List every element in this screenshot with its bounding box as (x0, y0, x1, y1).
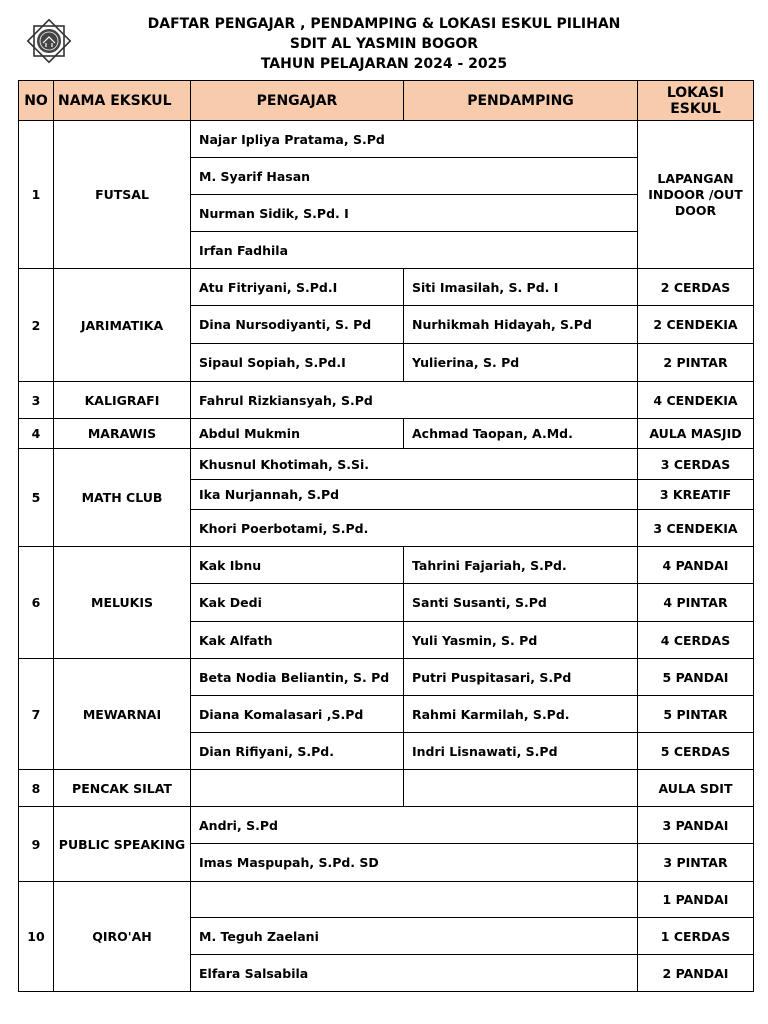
cell-pendamping: Nurhikmah Hidayah, S.Pd (404, 306, 638, 344)
cell-no: 9 (19, 807, 54, 882)
cell-pengajar: Ika Nurjannah, S.Pd (191, 480, 638, 510)
cell-lokasi: 2 CENDEKIA (638, 306, 754, 344)
cell-pengajar: Kak Ibnu (191, 547, 404, 584)
cell-no: 8 (19, 770, 54, 807)
cell-pengajar: M. Syarif Hasan (191, 158, 638, 195)
cell-pendamping: Santi Susanti, S.Pd (404, 584, 638, 622)
cell-pengajar: Khori Poerbotami, S.Pd. (191, 510, 638, 547)
cell-pengajar: Elfara Salsabila (191, 955, 638, 992)
cell-pendamping: Indri Lisnawati, S.Pd (404, 733, 638, 770)
cell-pendamping: Siti Imasilah, S. Pd. I (404, 269, 638, 306)
cell-lokasi: 2 PANDAI (638, 955, 754, 992)
cell-nama-ekskul: MEWARNAI (54, 659, 191, 770)
cell-pengajar: Dina Nursodiyanti, S. Pd (191, 306, 404, 344)
cell-pengajar: Nurman Sidik, S.Pd. I (191, 195, 638, 232)
cell-pengajar: Dian Rifiyani, S.Pd. (191, 733, 404, 770)
cell-pengajar (191, 882, 638, 918)
cell-pendamping (404, 770, 638, 807)
cell-nama-ekskul: MARAWIS (54, 419, 191, 449)
cell-pengajar: Kak Alfath (191, 622, 404, 659)
cell-nama-ekskul: MATH CLUB (54, 449, 191, 547)
cell-no: 3 (19, 382, 54, 419)
table-row (19, 770, 754, 807)
cell-pengajar: Irfan Fadhila (191, 232, 638, 269)
cell-lokasi: 5 PINTAR (638, 696, 754, 733)
cell-nama-ekskul: PENCAK SILAT (54, 770, 191, 807)
title-line-1: DAFTAR PENGAJAR , PENDAMPING & LOKASI ESKUL PILIHAN (147, 16, 621, 32)
cell-pengajar: Kak Dedi (191, 584, 404, 622)
cell-lokasi: 3 PINTAR (638, 844, 754, 882)
cell-pengajar: M. Teguh Zaelani (191, 918, 638, 955)
cell-no: 7 (19, 659, 54, 770)
cell-no: 5 (19, 449, 54, 547)
header-pendamping: PENDAMPING (404, 81, 638, 121)
table-row (19, 382, 754, 419)
document-title (0, 14, 768, 74)
eskul-table (18, 80, 754, 992)
cell-nama-ekskul: MELUKIS (54, 547, 191, 659)
table-row (19, 547, 754, 584)
cell-pengajar (191, 770, 404, 807)
title-line-3: TAHUN PELAJARAN 2024 - 2025 (260, 56, 508, 72)
cell-pengajar: Sipaul Sopiah, S.Pd.I (191, 344, 404, 382)
header-nama-ekskul: NAMA EKSKUL (54, 81, 191, 121)
cell-lokasi: 4 CERDAS (638, 622, 754, 659)
cell-lokasi: 4 PINTAR (638, 584, 754, 622)
cell-lokasi: 1 CERDAS (638, 918, 754, 955)
cell-lokasi: 5 CERDAS (638, 733, 754, 770)
cell-lokasi: 3 CERDAS (638, 449, 754, 480)
cell-lokasi: 5 PANDAI (638, 659, 754, 696)
cell-pengajar: Atu Fitriyani, S.Pd.I (191, 269, 404, 306)
cell-pengajar: Abdul Mukmin (191, 419, 404, 449)
cell-nama-ekskul: KALIGRAFI (54, 382, 191, 419)
cell-pengajar: Andri, S.Pd (191, 807, 638, 844)
table-row (19, 882, 754, 918)
table-row (19, 269, 754, 306)
cell-no: 6 (19, 547, 54, 659)
cell-pengajar: Imas Maspupah, S.Pd. SD (191, 844, 638, 882)
cell-lokasi: 3 PANDAI (638, 807, 754, 844)
cell-nama-ekskul: PUBLIC SPEAKING (54, 807, 191, 882)
table-row (19, 449, 754, 480)
cell-pendamping: Putri Puspitasari, S.Pd (404, 659, 638, 696)
title-line-2: SDIT AL YASMIN BOGOR (289, 36, 479, 52)
cell-pengajar: Najar Ipliya Pratama, S.Pd (191, 121, 638, 158)
cell-pendamping: Yulierina, S. Pd (404, 344, 638, 382)
cell-lokasi: LAPANGAN INDOOR /OUT DOOR (638, 121, 754, 269)
cell-lokasi: AULA SDIT (638, 770, 754, 807)
table-row (19, 121, 754, 158)
table-row (19, 419, 754, 449)
cell-lokasi: 3 CENDEKIA (638, 510, 754, 547)
cell-pendamping: Yuli Yasmin, S. Pd (404, 622, 638, 659)
cell-pendamping: Achmad Taopan, A.Md. (404, 419, 638, 449)
cell-nama-ekskul: QIRO'AH (54, 882, 191, 992)
table-header-row (19, 81, 754, 121)
cell-nama-ekskul: FUTSAL (54, 121, 191, 269)
header-pengajar: PENGAJAR (191, 81, 404, 121)
cell-no: 10 (19, 882, 54, 992)
header-no: NO (19, 81, 54, 121)
table-row (19, 807, 754, 844)
cell-pengajar: Khusnul Khotimah, S.Si. (191, 449, 638, 480)
table-row (19, 659, 754, 696)
cell-pengajar: Diana Komalasari ,S.Pd (191, 696, 404, 733)
cell-no: 1 (19, 121, 54, 269)
cell-lokasi: 4 CENDEKIA (638, 382, 754, 419)
cell-no: 2 (19, 269, 54, 382)
cell-pendamping: Rahmi Karmilah, S.Pd. (404, 696, 638, 733)
cell-pendamping: Tahrini Fajariah, S.Pd. (404, 547, 638, 584)
cell-nama-ekskul: JARIMATIKA (54, 269, 191, 382)
cell-lokasi: 4 PANDAI (638, 547, 754, 584)
cell-lokasi: 1 PANDAI (638, 882, 754, 918)
cell-lokasi: 2 PINTAR (638, 344, 754, 382)
cell-lokasi: AULA MASJID (638, 419, 754, 449)
cell-pengajar: Beta Nodia Beliantin, S. Pd (191, 659, 404, 696)
cell-lokasi: 3 KREATIF (638, 480, 754, 510)
header-lokasi: LOKASI ESKUL (638, 81, 754, 121)
cell-pengajar: Fahrul Rizkiansyah, S.Pd (191, 382, 638, 419)
cell-no: 4 (19, 419, 54, 449)
cell-lokasi: 2 CERDAS (638, 269, 754, 306)
